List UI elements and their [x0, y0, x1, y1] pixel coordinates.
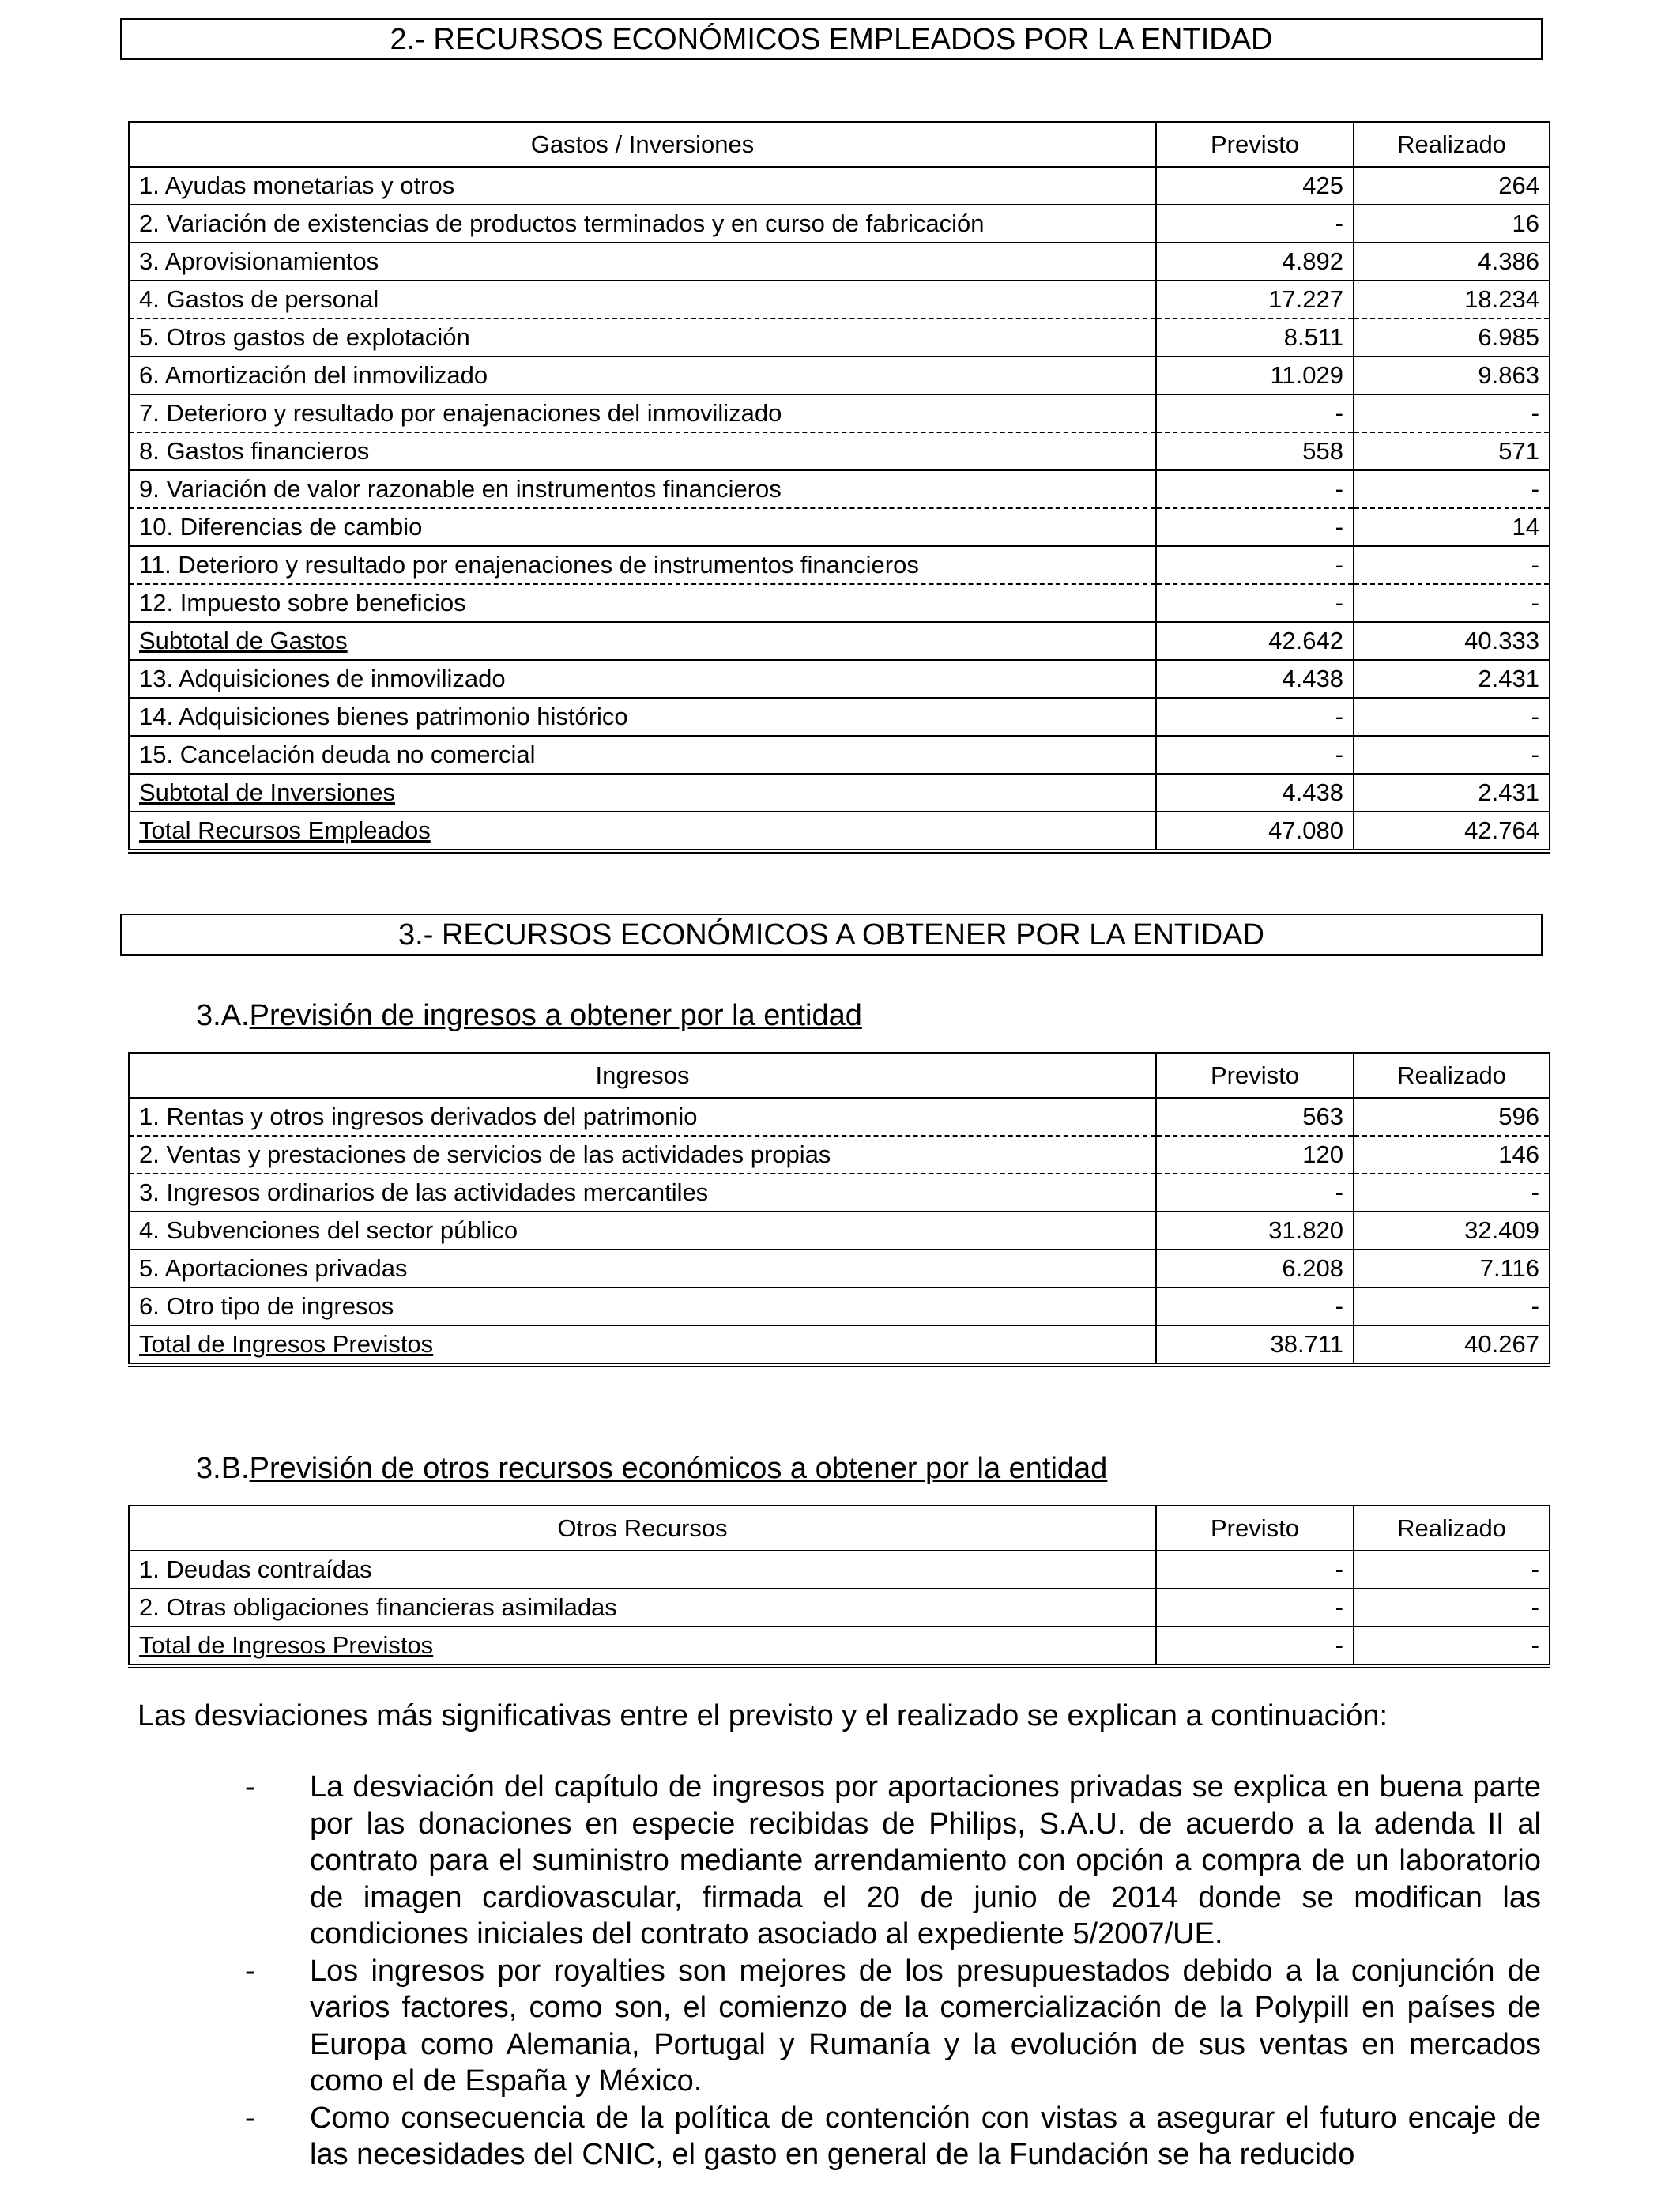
row-realizado: 2.431 [1354, 660, 1550, 698]
row-previsto: - [1156, 470, 1354, 508]
row-realizado: 40.267 [1354, 1325, 1550, 1365]
row-label: 5. Aportaciones privadas [129, 1250, 1156, 1287]
row-label: 6. Amortización del inmovilizado [129, 356, 1156, 394]
row-realizado: - [1354, 1287, 1550, 1325]
subsection-title: Previsión de otros recursos económicos a obtener por la entidad [249, 1452, 1108, 1485]
row-label: 13. Adquisiciones de inmovilizado [129, 660, 1156, 698]
column-header-realizado: Realizado [1354, 1506, 1550, 1551]
row-previsto: 120 [1156, 1136, 1354, 1174]
subsection-3a-heading [196, 997, 862, 1034]
row-label: 1. Deudas contraídas [129, 1551, 1156, 1589]
column-header-previsto: Previsto [1156, 1053, 1354, 1098]
row-realizado: 6.985 [1354, 319, 1550, 356]
row-previsto: 4.438 [1156, 774, 1354, 812]
table-row [129, 167, 1550, 205]
row-label: 1. Ayudas monetarias y otros [129, 167, 1156, 205]
column-header-previsto: Previsto [1156, 122, 1354, 167]
row-previsto: 42.642 [1156, 622, 1354, 660]
list-item [245, 1769, 1541, 1953]
subtotal-row [129, 622, 1550, 660]
row-realizado: - [1354, 1589, 1550, 1627]
row-previsto: 38.711 [1156, 1325, 1354, 1365]
row-previsto: 17.227 [1156, 281, 1354, 319]
row-realizado: 32.409 [1354, 1212, 1550, 1250]
row-label: 6. Otro tipo de ingresos [129, 1287, 1156, 1325]
row-previsto: - [1156, 1174, 1354, 1212]
table-row [129, 1287, 1550, 1325]
row-label: 2. Ventas y prestaciones de servicios de las actividades propias [129, 1136, 1156, 1174]
row-realizado: - [1354, 1551, 1550, 1589]
table-row [129, 508, 1550, 546]
row-previsto: 11.029 [1156, 356, 1354, 394]
table-row [129, 698, 1550, 736]
row-realizado: - [1354, 736, 1550, 774]
table-row [129, 319, 1550, 356]
table-row [129, 205, 1550, 243]
row-realizado: 18.234 [1354, 281, 1550, 319]
list-item [245, 1953, 1541, 2100]
row-realizado: 14 [1354, 508, 1550, 546]
row-label: 2. Otras obligaciones financieras asimiladas [129, 1589, 1156, 1627]
row-previsto: - [1156, 584, 1354, 622]
row-realizado: 7.116 [1354, 1250, 1550, 1287]
row-label: Total de Ingresos Previstos [129, 1325, 1156, 1365]
table-row [129, 584, 1550, 622]
row-realizado: 42.764 [1354, 812, 1550, 851]
table-row [129, 1250, 1550, 1287]
row-previsto: 6.208 [1156, 1250, 1354, 1287]
subsection-title: Previsión de ingresos a obtener por la entidad [249, 999, 862, 1032]
row-previsto: - [1156, 1589, 1354, 1627]
table-row [129, 660, 1550, 698]
row-realizado: 571 [1354, 432, 1550, 470]
subsection-prefix: 3.B. [196, 1452, 250, 1485]
row-realizado: - [1354, 1174, 1550, 1212]
column-header-concept: Ingresos [129, 1053, 1156, 1098]
row-realizado: 4.386 [1354, 243, 1550, 281]
row-realizado: - [1354, 698, 1550, 736]
bullet-text: Los ingresos por royalties son mejores de los presupuestados debido a la conjunción de varios factores, como son, el comienzo de la comercialización de la Polypill en países de Europa como Alemania, Portugal y Rumanía y la evolución de sus ventas en mercados como el de España y México. [310, 1954, 1541, 2098]
row-previsto: 4.892 [1156, 243, 1354, 281]
row-realizado: - [1354, 470, 1550, 508]
section-2-title: 2.- RECURSOS ECONÓMICOS EMPLEADOS POR LA ENTIDAD [120, 18, 1543, 60]
row-label: 10. Diferencias de cambio [129, 508, 1156, 546]
row-label: 3. Ingresos ordinarios de las actividades mercantiles [129, 1174, 1156, 1212]
row-previsto: 8.511 [1156, 319, 1354, 356]
column-header-concept: Otros Recursos [129, 1506, 1156, 1551]
subsection-prefix: 3.A. [196, 999, 250, 1032]
row-realizado: 40.333 [1354, 622, 1550, 660]
row-label: 11. Deterioro y resultado por enajenaciones de instrumentos financieros [129, 546, 1156, 584]
bullet-dash: - [245, 1770, 255, 1804]
row-label: 14. Adquisiciones bienes patrimonio histórico [129, 698, 1156, 736]
row-previsto: - [1156, 1287, 1354, 1325]
row-realizado: - [1354, 584, 1550, 622]
list-item [245, 2100, 1541, 2173]
row-previsto: - [1156, 546, 1354, 584]
row-label: 1. Rentas y otros ingresos derivados del patrimonio [129, 1098, 1156, 1136]
row-label: Subtotal de Gastos [129, 622, 1156, 660]
subtotal-row [129, 774, 1550, 812]
row-previsto: 4.438 [1156, 660, 1354, 698]
row-label: 8. Gastos financieros [129, 432, 1156, 470]
ingresos-table [128, 1052, 1550, 1367]
row-previsto: - [1156, 508, 1354, 546]
bullet-text: Como consecuencia de la política de contención con vistas a asegurar el futuro encaje de las necesidades del CNIC, el gasto en general de la Fundación se ha reducido [310, 2101, 1541, 2171]
row-realizado: 16 [1354, 205, 1550, 243]
row-realizado: 146 [1354, 1136, 1550, 1174]
column-header-concept: Gastos / Inversiones [129, 122, 1156, 167]
table-row [129, 1551, 1550, 1589]
deviations-list [245, 1769, 1541, 2173]
row-previsto: 31.820 [1156, 1212, 1354, 1250]
row-label: 15. Cancelación deuda no comercial [129, 736, 1156, 774]
row-label: 4. Gastos de personal [129, 281, 1156, 319]
bullet-dash: - [245, 2101, 255, 2135]
row-label: 5. Otros gastos de explotación [129, 319, 1156, 356]
row-label: Total de Ingresos Previstos [129, 1627, 1156, 1666]
column-header-previsto: Previsto [1156, 1506, 1354, 1551]
row-label: Total Recursos Empleados [129, 812, 1156, 851]
bullet-text: La desviación del capítulo de ingresos por aportaciones privadas se explica en buena parte por las donaciones en especie recibidas de Philips, S.A.U. de acuerdo a la adenda II al contrato para el suministro mediante arrendamiento con opción a compra de un laboratorio de imagen cardiovascular, firmada el 20 de junio de 2014 donde se modifican las condiciones iniciales del contrato asociado al expediente 5/2007/UE. [310, 1770, 1541, 1951]
row-label: Subtotal de Inversiones [129, 774, 1156, 812]
total-row [129, 812, 1550, 851]
row-previsto: 425 [1156, 167, 1354, 205]
column-header-realizado: Realizado [1354, 122, 1550, 167]
row-label: 9. Variación de valor razonable en instrumentos financieros [129, 470, 1156, 508]
row-previsto: 558 [1156, 432, 1354, 470]
row-previsto: - [1156, 1627, 1354, 1666]
table-row [129, 356, 1550, 394]
otros-recursos-table [128, 1505, 1550, 1668]
row-realizado: - [1354, 546, 1550, 584]
table-row [129, 1589, 1550, 1627]
row-realizado: - [1354, 1627, 1550, 1666]
row-label: 7. Deterioro y resultado por enajenaciones del inmovilizado [129, 394, 1156, 432]
row-realizado: - [1354, 394, 1550, 432]
table-row [129, 1136, 1550, 1174]
row-previsto: - [1156, 698, 1354, 736]
row-realizado: 596 [1354, 1098, 1550, 1136]
row-realizado: 9.863 [1354, 356, 1550, 394]
table-row [129, 281, 1550, 319]
column-header-realizado: Realizado [1354, 1053, 1550, 1098]
row-previsto: - [1156, 394, 1354, 432]
section-3-title: 3.- RECURSOS ECONÓMICOS A OBTENER POR LA ENTIDAD [120, 914, 1543, 956]
row-label: 12. Impuesto sobre beneficios [129, 584, 1156, 622]
row-label: 4. Subvenciones del sector público [129, 1212, 1156, 1250]
gastos-inversiones-table [128, 121, 1550, 854]
table-row [129, 736, 1550, 774]
subsection-3b-heading [196, 1450, 1107, 1487]
deviations-intro: Las desviaciones más significativas entre el previsto y el realizado se explican a continuación: [137, 1699, 1388, 1732]
row-previsto: 47.080 [1156, 812, 1354, 851]
row-realizado: 2.431 [1354, 774, 1550, 812]
total-row [129, 1627, 1550, 1666]
total-row [129, 1325, 1550, 1365]
table-row [129, 546, 1550, 584]
row-previsto: - [1156, 1551, 1354, 1589]
row-realizado: 264 [1354, 167, 1550, 205]
table-row [129, 1174, 1550, 1212]
table-row [129, 432, 1550, 470]
bullet-dash: - [245, 1954, 255, 1988]
table-row [129, 243, 1550, 281]
row-label: 2. Variación de existencias de productos terminados y en curso de fabricación [129, 205, 1156, 243]
table-row [129, 1098, 1550, 1136]
table-row [129, 394, 1550, 432]
table-row [129, 1212, 1550, 1250]
table-row [129, 470, 1550, 508]
row-previsto: - [1156, 736, 1354, 774]
row-label: 3. Aprovisionamientos [129, 243, 1156, 281]
row-previsto: - [1156, 205, 1354, 243]
row-previsto: 563 [1156, 1098, 1354, 1136]
